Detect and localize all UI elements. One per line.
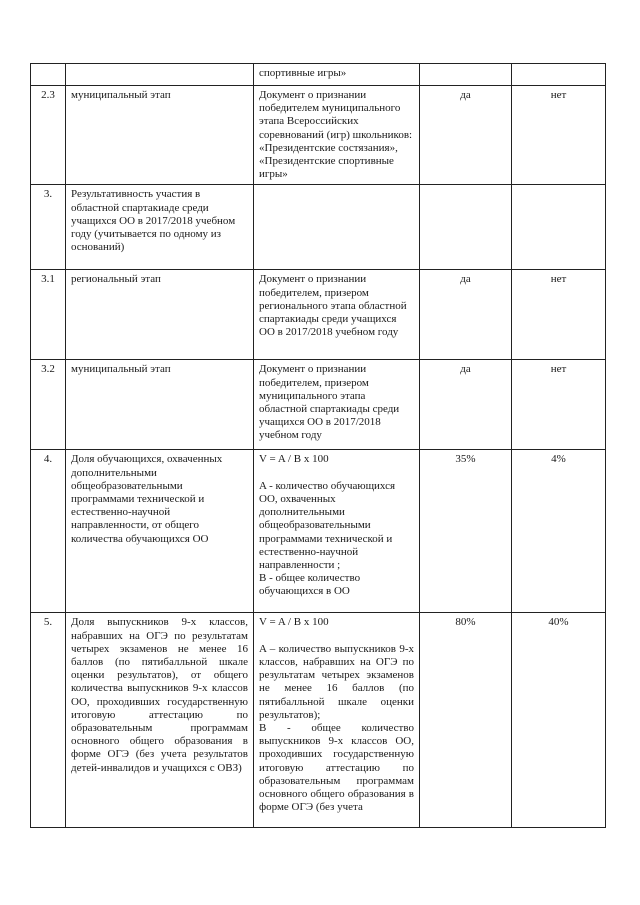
value-cell: нет [512, 360, 606, 450]
value-cell: да [420, 86, 512, 185]
value-cell: нет [512, 270, 606, 360]
value-cell: 80% [420, 613, 512, 828]
method-cell: V = A / B x 100 A – количество выпускников 9-х классов, набравших на ОГЭ по результатам четырех экзаменов не менее 16 баллов (по пятибалльной шкале оценки результатов); B - общее количество выпускников 9-х классов ОО, проходивших государственную итоговую аттестацию по образовательным программам основного общего образования в форме ОГЭ (без учета [254, 613, 420, 828]
method-cell: спортивные игры» [254, 64, 420, 86]
value-cell: нет [512, 86, 606, 185]
value-cell [420, 185, 512, 270]
row-number: 3.1 [31, 270, 66, 360]
method-cell: Документ о признании победителем, призером муниципального этапа областной спартакиады среди учащихся ОО в 2017/2018 учебном году [254, 360, 420, 450]
method-cell: Документ о признании победителем, призером регионального этапа областной спартакиады среди учащихся ОО в 2017/2018 учебном году [254, 270, 420, 360]
value-cell: 4% [512, 450, 606, 613]
method-cell [254, 185, 420, 270]
table-row [31, 613, 606, 828]
value-cell: 40% [512, 613, 606, 828]
criteria-table [30, 63, 606, 828]
table-row [31, 270, 606, 360]
criterion-cell: муниципальный этап [66, 360, 254, 450]
table-row [31, 450, 606, 613]
table-row [31, 86, 606, 185]
criterion-cell: Доля обучающихся, охваченных дополнительными общеобразовательными программами технической и естественно-научной направленности, от общего количества обучающихся ОО [66, 450, 254, 613]
value-cell: 35% [420, 450, 512, 613]
row-number [31, 64, 66, 86]
method-cell: V = A / B x 100 A - количество обучающихся ОО, охваченных дополнительными общеобразовательными программами технической и естественно-научной направленности ; B - общее количество обучающихся в ОО [254, 450, 420, 613]
table-row [31, 360, 606, 450]
row-number: 3. [31, 185, 66, 270]
criterion-cell: Доля выпускников 9-х классов, набравших на ОГЭ по результатам четырех экзаменов не менее 16 баллов (по пятибалльной шкале оценки результатов), от общего количества выпускников 9-х классов ОО, проходивших государственную итоговую аттестацию по образовательным программам основного общего образования в форме ОГЭ (без учета результатов детей-инвалидов и учащихся с ОВЗ) [66, 613, 254, 828]
row-number: 5. [31, 613, 66, 828]
row-number: 3.2 [31, 360, 66, 450]
value-cell: да [420, 360, 512, 450]
table-row [31, 64, 606, 86]
value-cell [512, 185, 606, 270]
row-number: 2.3 [31, 86, 66, 185]
value-cell: да [420, 270, 512, 360]
method-cell: Документ о признании победителем муниципального этапа Всероссийских соревнований (игр) школьников: «Президентские состязания», «Президентские спортивные игры» [254, 86, 420, 185]
criterion-cell [66, 64, 254, 86]
criterion-cell: муниципальный этап [66, 86, 254, 185]
value-cell [420, 64, 512, 86]
table-row [31, 185, 606, 270]
criterion-cell: региональный этап [66, 270, 254, 360]
criterion-cell: Результативность участия в областной спартакиаде среди учащихся ОО в 2017/2018 учебном году (учитывается по одному из оснований) [66, 185, 254, 270]
row-number: 4. [31, 450, 66, 613]
value-cell [512, 64, 606, 86]
